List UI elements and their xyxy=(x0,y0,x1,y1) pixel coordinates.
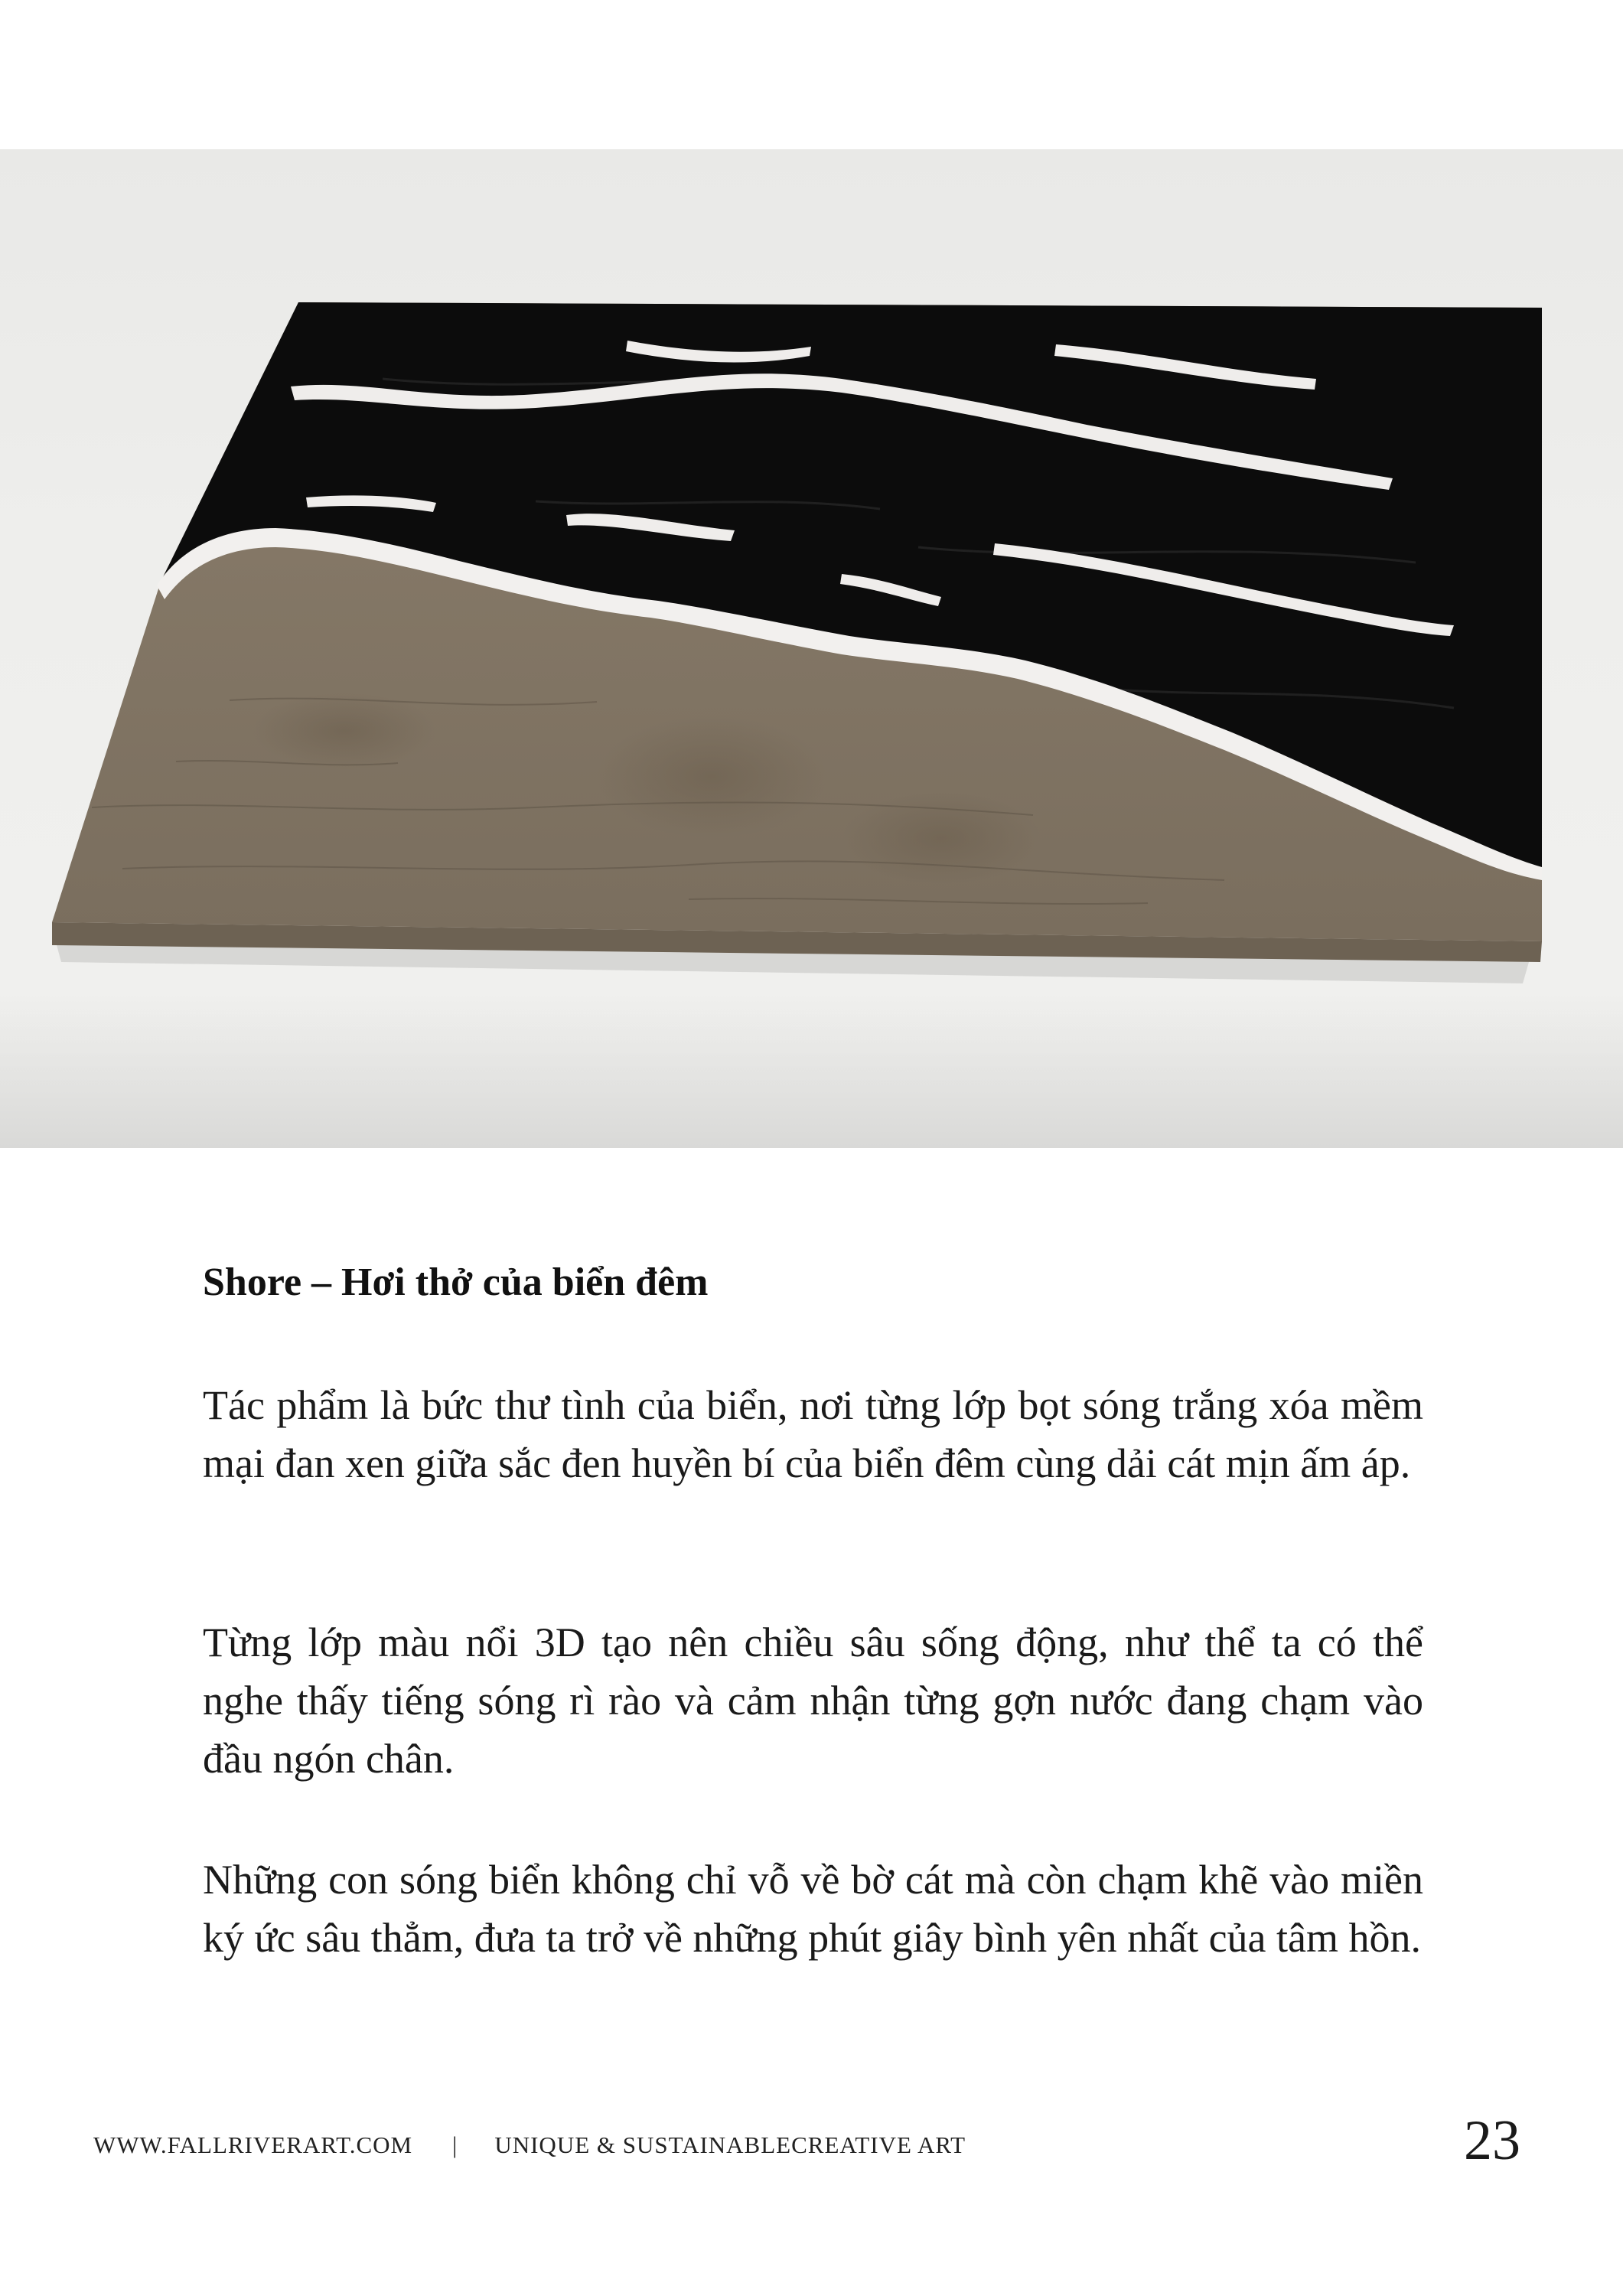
artwork-title: Shore – Hơi thở của biển đêm xyxy=(203,1261,709,1304)
description-paragraph-1: Tác phẩm là bức thư tình của biển, nơi từng lớp bọt sóng trắng xóa mềm mại đan xen giữa sắc đen huyền bí của biển đêm cùng dải cát mịn ấm áp. xyxy=(203,1382,1423,1486)
artwork-illustration xyxy=(0,149,1623,1148)
page-footer xyxy=(93,2131,966,2159)
footer-tagline: UNIQUE & SUSTAINABLECREATIVE ART xyxy=(494,2131,966,2158)
wall-shade xyxy=(0,991,1623,1148)
page-number: 23 xyxy=(1464,2109,1520,2172)
sand-patch xyxy=(597,716,826,838)
footer-separator: | xyxy=(452,2131,458,2158)
description-paragraph-2: Từng lớp màu nổi 3D tạo nên chiều sâu sống động, như thể ta có thể nghe thấy tiếng sóng rì rào và cảm nhận từng gợn nước đang chạm vào đầu ngón chân. xyxy=(203,1619,1423,1782)
artwork-photo xyxy=(0,149,1623,1148)
footer-website-link[interactable]: WWW.FALLRIVERART.COM xyxy=(93,2131,413,2158)
sand-patch xyxy=(253,693,436,769)
description-paragraph-3: Những con sóng biển không chỉ vỗ về bờ cát mà còn chạm khẽ vào miền ký ức sâu thẳm, đưa ta trở về những phút giây bình yên nhất của tâm hồn. xyxy=(203,1857,1423,1961)
